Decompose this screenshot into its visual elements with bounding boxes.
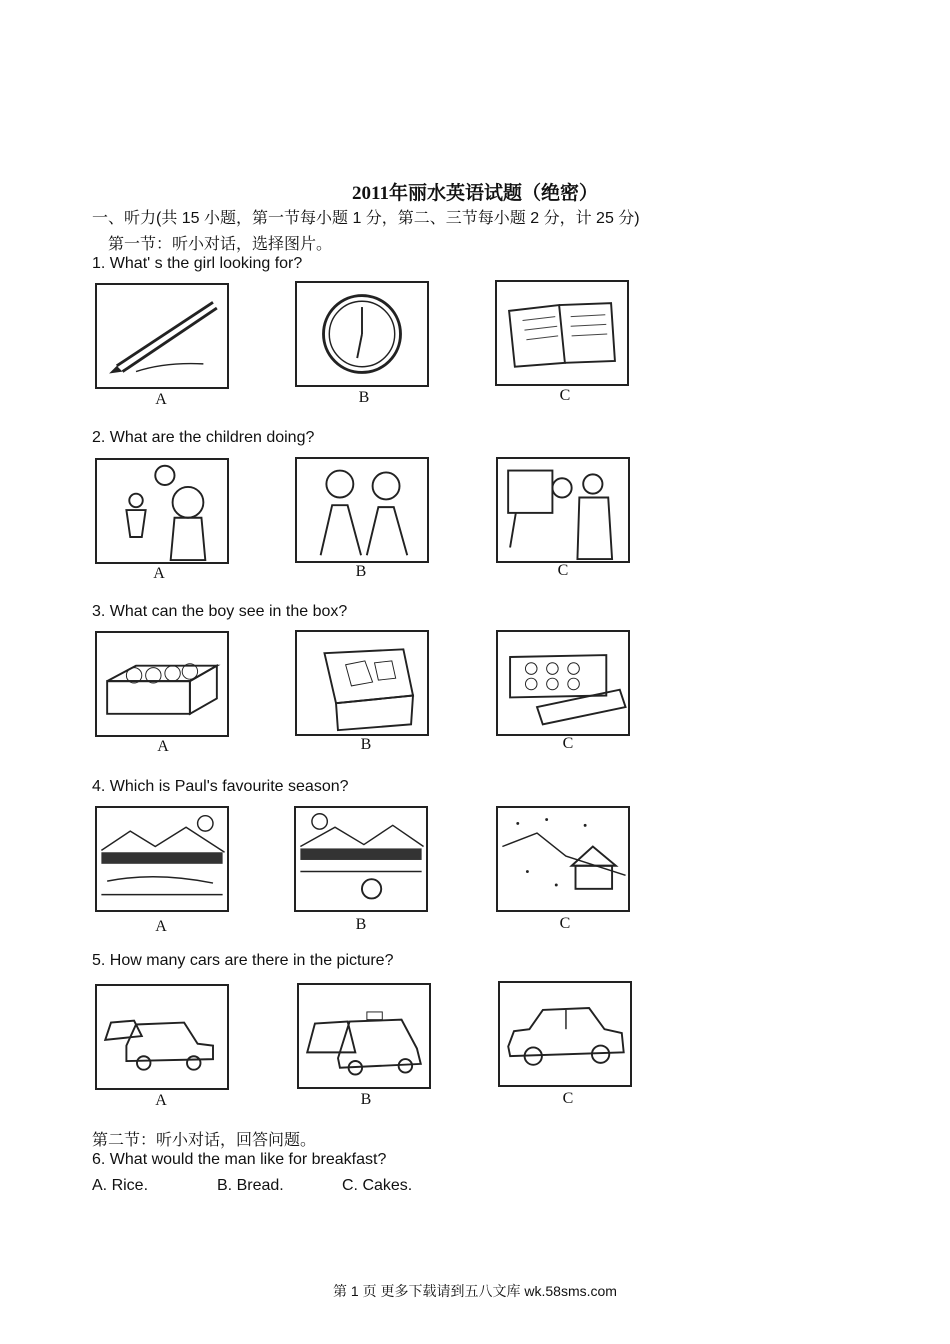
section-heading: 一、听力(共 15 小题，第一节每小题 1 分，第二、三节每小题 2 分，计 25 分) [92, 210, 640, 227]
spring-landscape-icon [95, 806, 229, 912]
option-label: B [360, 1091, 372, 1108]
part2-heading: 第二节：听小对话，回答问题。 [92, 1132, 317, 1149]
option-label: C [562, 1090, 574, 1107]
clock-icon [295, 281, 429, 387]
question-6-option-c: C. Cakes. [342, 1177, 413, 1194]
option-label: B [360, 736, 372, 753]
option-label: A [155, 918, 167, 935]
option-label: C [562, 735, 574, 752]
page-footer: 第 1 页 更多下载请到五八文库 wk.58sms.com [333, 1283, 617, 1299]
box-of-candy-icon [295, 630, 429, 736]
children-painting-icon [496, 457, 630, 563]
option-label: C [557, 562, 569, 579]
two-cars-icon [95, 984, 229, 1090]
option-label: B [358, 389, 370, 406]
question-1-text: 1. What' s the girl looking for? [92, 255, 303, 272]
option-label: B [355, 563, 367, 580]
question-2-text: 2. What are the children doing? [92, 429, 315, 446]
two-taxis-icon [297, 983, 431, 1089]
box-of-fruit-icon [95, 631, 229, 737]
winter-house-icon [496, 806, 630, 912]
part1-heading: 第一节：听小对话，选择图片。 [108, 236, 333, 253]
option-label: A [155, 1092, 167, 1109]
option-label: C [559, 387, 571, 404]
pencil-icon [95, 283, 229, 389]
box-of-flowers-icon [496, 630, 630, 736]
book-icon [495, 280, 629, 386]
page-title: 2011年丽水英语试题（绝密） [352, 183, 598, 204]
option-label: C [559, 915, 571, 932]
girls-singing-icon [295, 457, 429, 563]
question-6-option-a: A. Rice. [92, 1177, 149, 1194]
option-label: A [157, 738, 169, 755]
one-car-icon [498, 981, 632, 1087]
option-label: A [155, 391, 167, 408]
question-6-text: 6. What would the man like for breakfast? [92, 1151, 387, 1168]
children-ball-icon [95, 458, 229, 564]
question-4-text: 4. Which is Paul's favourite season? [92, 778, 349, 795]
autumn-landscape-icon [294, 806, 428, 912]
question-6-option-b: B. Bread. [217, 1177, 284, 1194]
question-5-text: 5. How many cars are there in the picture? [92, 952, 394, 969]
option-label: A [153, 565, 165, 582]
option-label: B [355, 916, 367, 933]
question-3-text: 3. What can the boy see in the box? [92, 603, 348, 620]
